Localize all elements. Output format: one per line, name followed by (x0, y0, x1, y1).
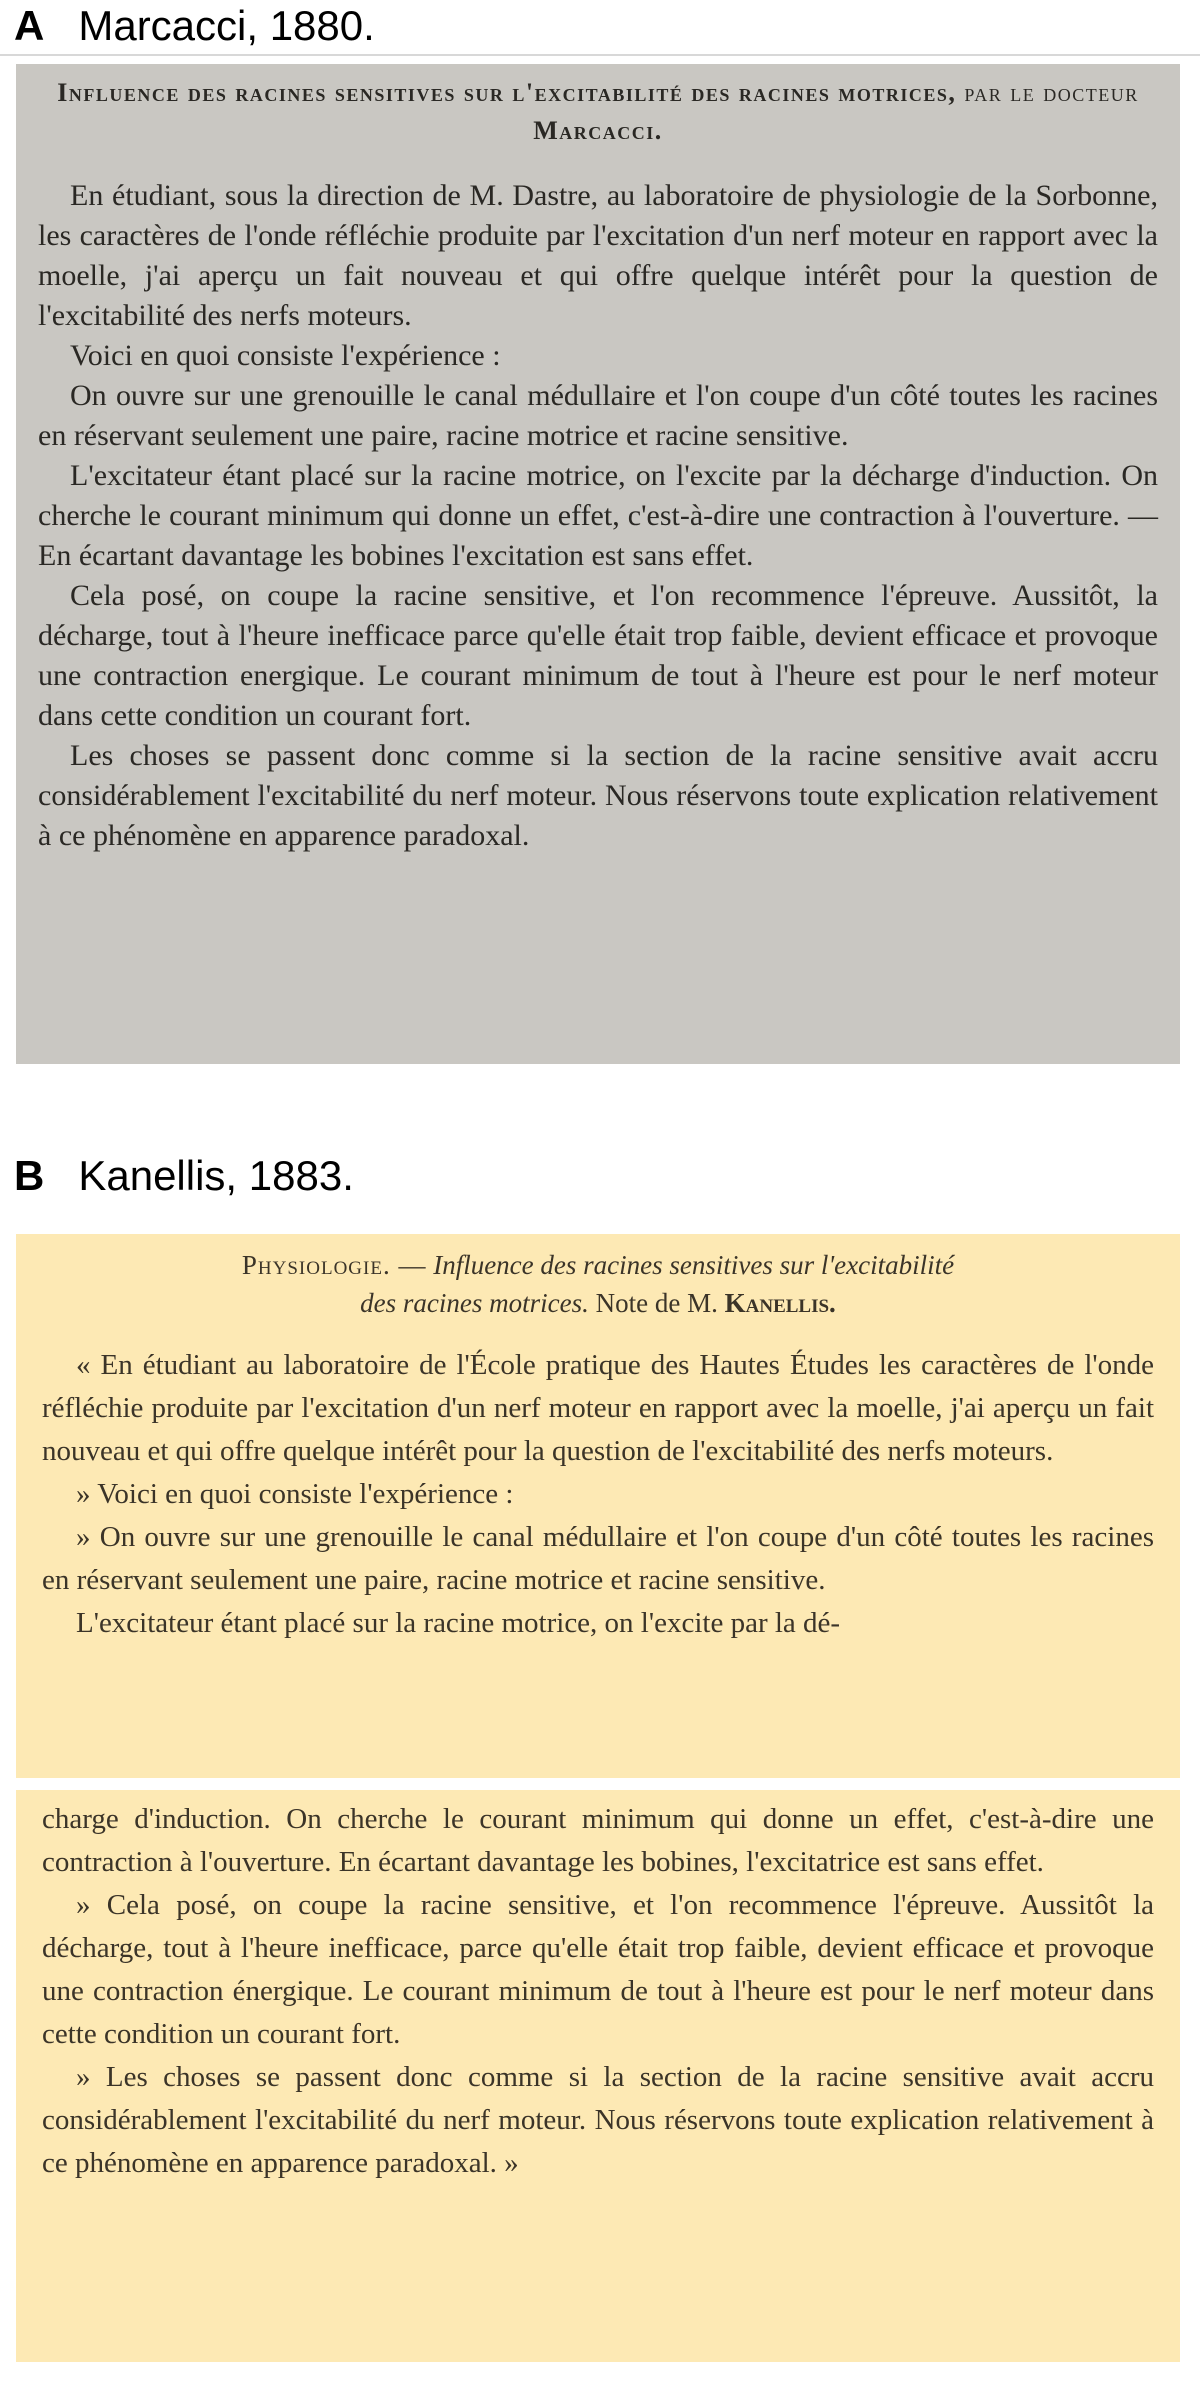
panel-a-caption: Marcacci, 1880. (78, 2, 375, 49)
panel-a-heading-title: Influence des racines sensitives sur l'excitabilité des racines motrices, (57, 78, 957, 107)
panel-b-heading-title-1: Influence des racines sensitives sur l'excitabilité (433, 1250, 955, 1280)
panel-b-paragraph-continuation: charge d'induction. On cherche le courant minimum qui donne un effet, c'est-à-dire une contraction à l'ouverture. En écartant davantage les bobines, l'excitatrice est sans effet. (42, 1803, 1154, 1878)
panel-b-paragraph: « En étudiant au laboratoire de l'École pratique des Hautes Études les caractères de l'onde réfléchie produite par l'excitation d'un nerf moteur en rapport avec la moelle, j'ai aperçu un fait nouveau et qui offre quelque intérêt pour la question de l'excitabilité des nerfs moteurs. (42, 1349, 1154, 1467)
panel-b-heading (42, 1246, 1154, 1322)
panel-a-paragraph: On ouvre sur une grenouille le canal médullaire et l'on coupe d'un côté toutes les racines en réservant seulement une paire, racine motrice et racine sensitive. (38, 379, 1158, 452)
panel-a-heading (38, 74, 1158, 150)
panel-b-label (14, 1152, 354, 1200)
panel-b-heading-section: Physiologie. — (241, 1250, 427, 1280)
panel-b-heading-title-2: des racines motrices. (360, 1288, 589, 1318)
panel-a-letter: A (14, 2, 45, 49)
panel-b-letter: B (14, 1152, 45, 1199)
panel-a-paragraph: Les choses se passent donc comme si la section de la racine sensitive avait accru considérablement l'excitabilité du nerf moteur. Nous réservons toute explication relativement à ce phénomène en apparence paradoxal. (38, 739, 1158, 852)
panel-b-paragraph: » Les choses se passent donc comme si la section de la racine sensitive avait accru considérablement l'excitabilité du nerf moteur. Nous réservons toute explication relativement à ce phénomène en apparence paradoxal. » (42, 2061, 1154, 2179)
panel-b-paragraph: » On ouvre sur une grenouille le canal médullaire et l'on coupe d'un côté toutes les racines en réservant seulement une paire, racine motrice et racine sensitive. (42, 1521, 1154, 1596)
panel-b-paragraph: » Cela posé, on coupe la racine sensitive, et l'on recommence l'épreuve. Aussitôt la décharge, tout à l'heure inefficace, parce qu'elle était trop faible, devient efficace et provoque une contraction énergique. Le courant minimum de tout à l'heure est pour le nerf moteur dans cette condition un courant fort. (42, 1889, 1154, 2050)
panel-a-heading-author: Marcacci. (533, 116, 663, 145)
panel-a-paragraph: Cela posé, on coupe la racine sensitive, et l'on recommence l'épreuve. Aussitôt, la décharge, tout à l'heure inefficace parce qu'elle était trop faible, devient efficace et provoque une contraction energique. Le courant minimum de tout à l'heure est pour le nerf moteur dans cette condition un courant fort. (38, 579, 1158, 732)
panel-b-caption: Kanellis, 1883. (78, 1152, 354, 1199)
top-divider (0, 54, 1200, 56)
panel-a-scan (16, 64, 1180, 1064)
panel-b-heading-note: Note de M. (595, 1288, 718, 1318)
panel-a-paragraph: En étudiant, sous la direction de M. Dastre, au laboratoire de physiologie de la Sorbonne, les caractères de l'onde réfléchie produite par l'excitation d'un nerf moteur en rapport avec la moelle, j'ai aperçu un fait nouveau et qui offre quelque intérêt pour la question de l'excitabilité des nerfs moteurs. (38, 179, 1158, 332)
panel-b-scan-bottom (16, 1790, 1180, 2362)
panel-a-paragraph: L'excitateur étant placé sur la racine motrice, on l'excite par la décharge d'induction. On cherche le courant minimum qui donne un effet, c'est-à-dire une contraction à l'ouverture. — En écartant davantage les bobines l'excitation est sans effet. (38, 459, 1158, 572)
panel-a-heading-byline: par le docteur (964, 78, 1139, 107)
panel-b-heading-author: Kanellis. (724, 1288, 836, 1318)
panel-a-paragraph: Voici en quoi consiste l'expérience : (70, 339, 501, 372)
panel-b-paragraph: L'excitateur étant placé sur la racine motrice, on l'excite par la dé- (76, 1607, 841, 1639)
panel-b-paragraph: » Voici en quoi consiste l'expérience : (76, 1478, 514, 1510)
panel-a-label (14, 2, 375, 50)
panel-b-scan-top (16, 1234, 1180, 1778)
